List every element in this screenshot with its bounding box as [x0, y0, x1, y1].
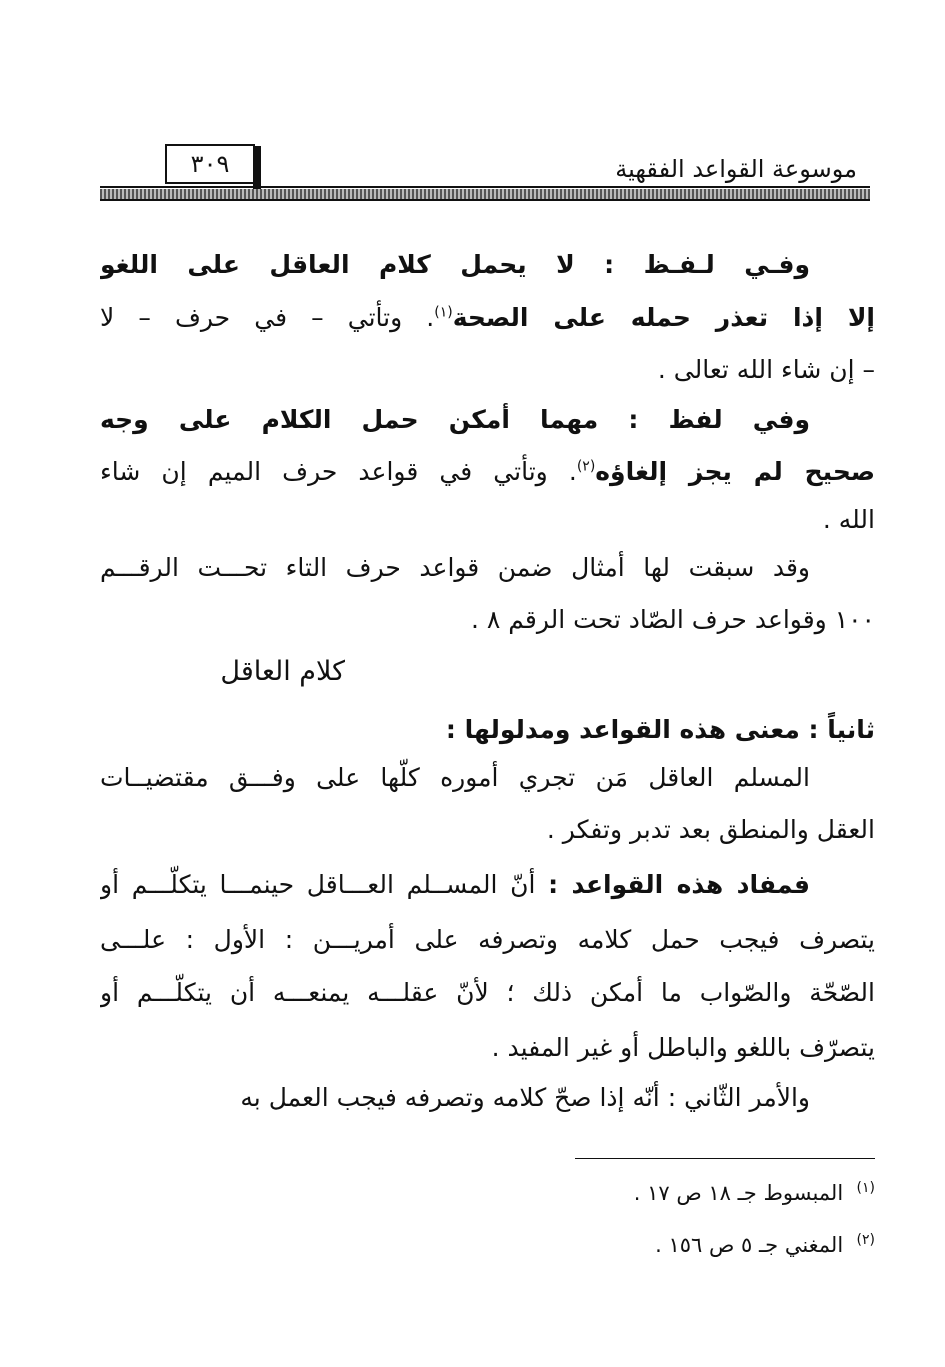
text-line-1: وفـي لـفـظ : لا يحمل كلام العاقل على اللغو: [100, 250, 810, 279]
text-line-12: [100, 865, 810, 905]
page-number: ٣٠٩: [190, 150, 230, 178]
text-line-7: وقد سبقت لها أمثال ضمن قواعد حرف التاء تحـــت الرقـــم: [100, 553, 810, 582]
text-line-11: العقل والمنطق بعد تدبر وتفكر .: [546, 815, 875, 844]
rule-text-rest: . وتأتي – في حرف – لا: [100, 303, 435, 332]
rule-text-rest: . وتأتي في قواعد حرف الميم إن شاء: [100, 457, 577, 486]
rule-text-bold: صحيح لم يجز إلغاؤه: [595, 457, 875, 486]
header-rule-top: [100, 186, 870, 188]
text-line-16: والأمر الثّاني : أنّه إذا صحّ كلامه وتصرفه فيجب العمل به: [240, 1083, 810, 1112]
header-rule: [100, 189, 870, 201]
text-line-13: يتصرف فيجب حمل كلامه وتصرفه على أمريـــن : الأول : علـــى: [100, 925, 875, 954]
text-line-14: الصّحّة والصّواب ما أمكن ذلك ؛ لأنّ عقلـــه يمنعـــه أن يتكلّـــم أو: [100, 978, 875, 1007]
footnote-ref-2: (٢): [576, 458, 596, 475]
subheading: كلام العاقل: [220, 656, 345, 687]
lead-phrase-bold: فمفاد هذه القواعد :: [548, 870, 810, 899]
footnote-separator: [575, 1158, 875, 1159]
footnote-marker: (١): [856, 1180, 875, 1196]
text-line-5: [100, 452, 875, 492]
lead-phrase-rest: أنّ المســلم العـــاقل حينمـــا يتكلّـــم أو: [100, 870, 536, 899]
section-heading: ثانياً : معنى هذه القواعد ومدلولها :: [445, 715, 875, 744]
text-line-4: وفي لفظ : مهما أمكن حمل الكلام على وجه: [100, 405, 810, 434]
rule-text-bold: إلا إذا تعذر حمله على الصحة: [452, 303, 875, 332]
text-line-6: الله .: [822, 505, 875, 534]
text-line-15: يتصرّف باللغو والباطل أو غير المفيد .: [491, 1033, 875, 1062]
footnote-text: المغني جـ ٥ ص ١٥٦ .: [655, 1233, 844, 1257]
footnote-marker: (٢): [856, 1232, 875, 1248]
text-line-2: [100, 298, 875, 338]
footnote-text: المبسوط جـ ١٨ ص ١٧ .: [633, 1181, 844, 1205]
footnote-1: [634, 1178, 875, 1208]
page-number-box: [165, 144, 255, 184]
running-header-title: موسوعة القواعد الفقهية: [615, 155, 857, 183]
text-line-10: المسلم العاقل مَن تجري أموره كلّها على وفـــق مقتضيــات: [100, 763, 810, 792]
footnote-ref-1: (١): [434, 304, 453, 321]
footnote-2: [655, 1230, 875, 1260]
text-line-3: – إن شاء الله تعالى .: [657, 355, 875, 384]
text-line-8: ١٠٠ وقواعد حرف الصّاد تحت الرقم ٨ .: [471, 605, 875, 634]
